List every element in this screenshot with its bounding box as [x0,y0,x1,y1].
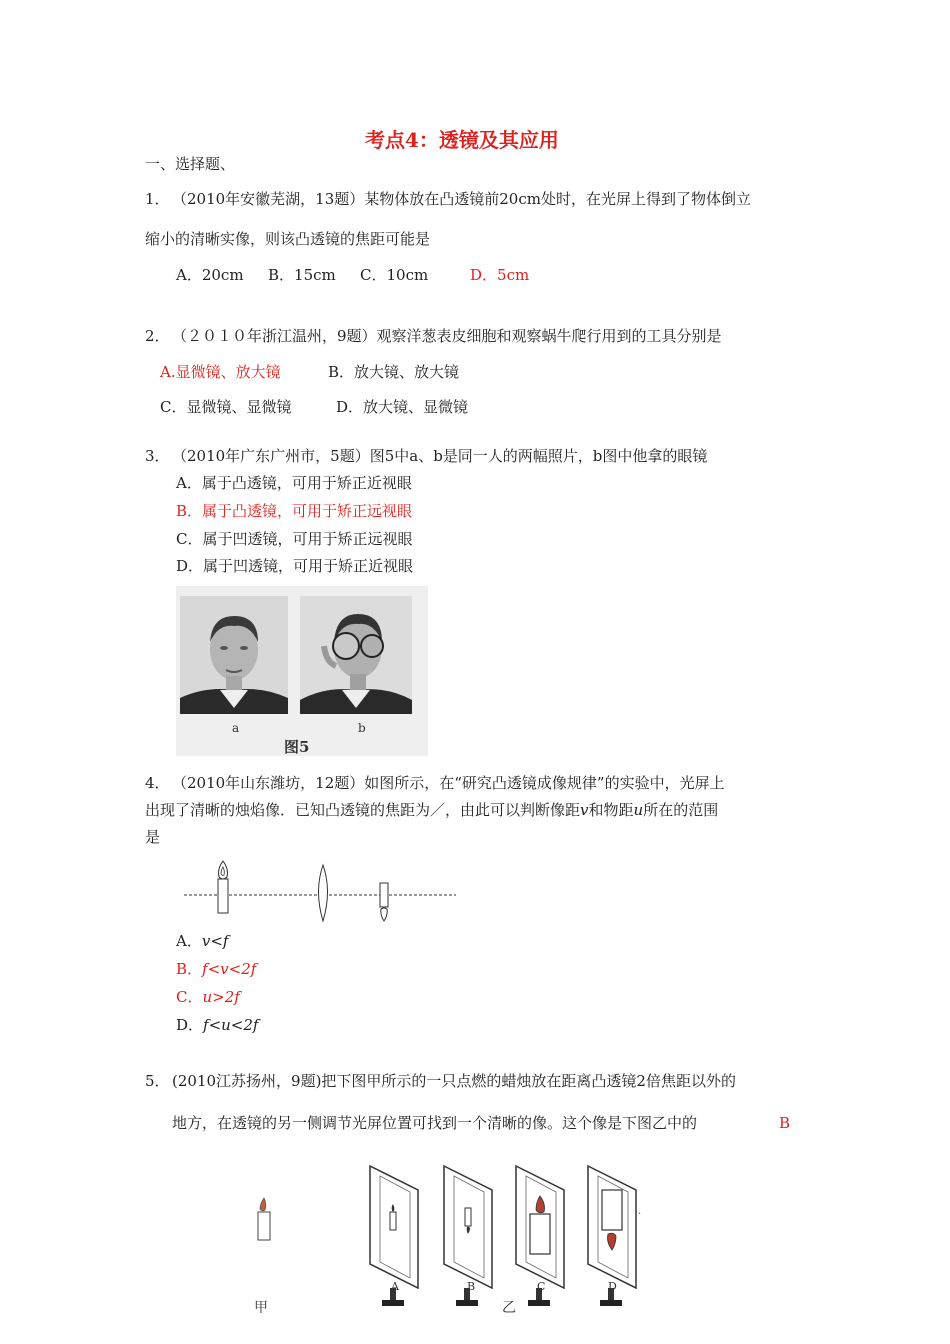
q4-stem-line2 [145,800,718,820]
q5-number: 5． [145,1072,170,1090]
screen-d-label: D [608,1280,617,1293]
photo-a-portrait [180,596,288,714]
q3-option-c: C．属于凹透镜，可用于矫正远视眼 [176,530,413,548]
q1-option-a: A．20cm [176,266,244,284]
q1-option-c: C．10cm [360,266,429,284]
q5-figure [240,1160,660,1330]
q4-option-b-expr: f<v<2f [202,960,257,978]
page-title: 考点4：透镜及其应用 [365,128,559,152]
q2-stem: （２０１０年浙江温州，9题）观察洋葱表皮细胞和观察蜗牛爬行用到的工具分别是 [172,327,722,345]
q1-option-b: B．15cm [268,266,336,284]
q4-option-a-label: A． [176,932,202,950]
q4-stem-line1: （2010年山东潍坊，12题）如图所示，在“研究凸透镜成像规律”的实验中，光屏上 [172,774,725,792]
q2-number: 2． [145,327,170,345]
q4-stem-line2-end: 所在的范围 [643,801,719,819]
q4-option-b-label: B． [176,960,203,978]
q5-stem-line1: (2010江苏扬州，9题)把下图甲所示的一只点燃的蜡烛放在距离凸透镜2倍焦距以外的 [172,1072,736,1090]
q2-option-c: C．显微镜、显微镜 [160,398,292,416]
q4-option-d [176,1015,258,1035]
svg-text:.: . [638,1206,642,1217]
photo-a-label: a [232,721,240,735]
q5-answer: B [779,1114,791,1132]
section-heading: 一、选择题、 [145,155,236,173]
screen-a-label: A [391,1280,399,1293]
q3-stem: （2010年广东广州市，5题）图5中a、b是同一人的两幅照片，b图中他拿的眼镜 [172,447,708,465]
q4-var-u: u [633,801,644,819]
candle-jia-icon [258,1198,270,1240]
figure-5 [176,586,428,756]
figure-5-caption: 图5 [284,738,310,756]
q4-stem-line3: 是 [145,828,161,846]
q2-option-b: B．放大镜、放大镜 [328,363,460,381]
convex-lens-icon [319,865,328,921]
q3-option-d: D．属于凹透镜，可用于矫正近视眼 [176,557,414,575]
screen-b-label: B [467,1280,476,1293]
q3-option-b-answer: B．属于凸透镜，可用于矫正远视眼 [176,502,413,520]
figure-jia-label: 甲 [254,1300,268,1316]
q4-optics-diagram [180,855,460,927]
q5-stem-line2: 地方，在透镜的另一侧调节光屏位置可找到一个清晰的像。这个像是下图乙中的 [172,1114,698,1132]
q4-option-a-expr: v<f [201,932,229,950]
figure-yi-label: 乙 [502,1300,516,1316]
q4-option-c-expr: u>2f [202,988,240,1006]
figure-5-photos [176,586,428,756]
q2-option-d: D．放大镜、显微镜 [336,398,469,416]
q4-stem-line2-mid: 和物距 [588,801,634,819]
q1-stem-line1: （2010年安徽芜湖，13题）某物体放在凸透镜前20cm处时，在光屏上得到了物体倒立 [172,190,751,208]
q1-option-d-answer: D．5cm [470,266,530,284]
q1-stem-line2: 缩小的清晰实像，则该凸透镜的焦距可能是 [145,230,431,248]
q3-number: 3． [145,447,170,465]
q1-number: 1． [145,190,170,208]
q2-option-a-answer: A.显微镜、放大镜 [160,363,281,381]
screen-c-label: C [537,1280,546,1293]
q4-option-d-expr: f<u<2f [203,1016,259,1034]
q4-stem-line2-text: 出现了清晰的烛焰像．已知凸透镜的焦距为／，由此可以判断像距 [145,801,581,819]
photo-b-portrait-with-lens [300,596,412,714]
q4-var-v: v [580,801,589,819]
photo-b-label: b [358,721,366,735]
q4-option-c-label: C． [176,988,203,1006]
q3-option-a: A．属于凸透镜，可用于矫正近视眼 [176,474,412,492]
candle-icon [218,861,228,913]
image-on-screen-icon [380,883,388,921]
q4-option-d-label: D． [176,1016,204,1034]
q4-option-a [176,931,228,951]
q4-option-c-answer [176,987,240,1007]
q4-option-b-answer [176,959,256,979]
q4-number: 4． [145,774,170,792]
